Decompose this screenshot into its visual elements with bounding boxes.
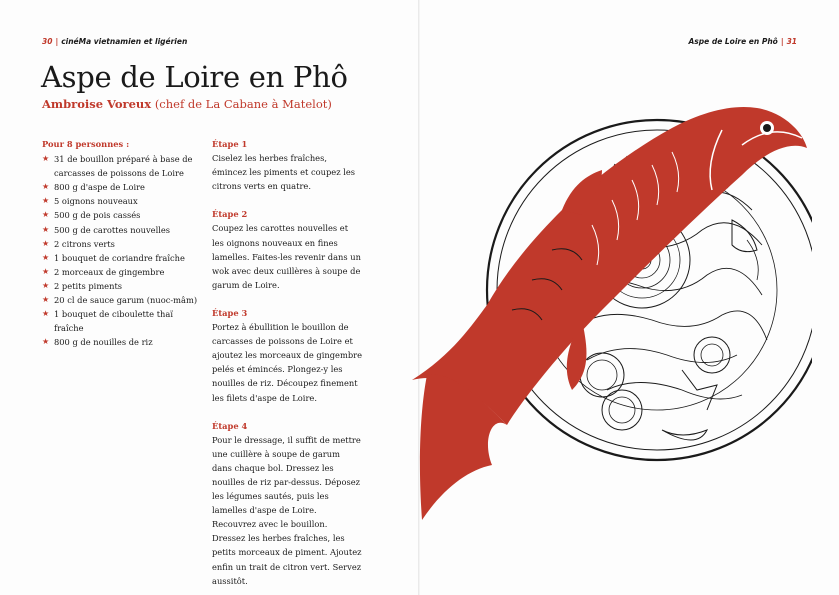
ingredient-item: [42, 279, 202, 293]
star-bullet-icon: ★: [42, 309, 50, 319]
header-separator: |: [780, 37, 784, 46]
chef-name: Ambroise Voreux: [42, 97, 152, 111]
ingredient-text: 2 morceaux de gingembre: [54, 266, 165, 277]
left-running-title: cinéMa vietnamien et ligérien: [61, 37, 188, 46]
ingredient-item: [42, 194, 202, 208]
step-title: Étape 1: [212, 139, 248, 149]
star-bullet-icon: ★: [42, 238, 50, 248]
ingredient-item: [42, 152, 202, 180]
star-bullet-icon: ★: [42, 337, 50, 347]
ingredient-text: 31 de bouillon préparé à base de carcasses de poissons de Loire: [54, 154, 193, 179]
recipe-step: [212, 207, 362, 292]
star-bullet-icon: ★: [42, 224, 50, 234]
right-running-title: Aspe de Loire en Phô: [688, 37, 778, 46]
star-bullet-icon: ★: [42, 196, 50, 206]
recipe-byline: [42, 97, 332, 111]
left-page: [0, 0, 419, 595]
ingredient-item: [42, 293, 202, 307]
header-separator: |: [55, 37, 59, 46]
step-text: Coupez les carottes nouvelles et les oignons nouveaux en fines lamelles. Faites-les revenir dans un wok avec deux cuillères à soupe de garum de Loire.: [212, 223, 361, 290]
ingredient-text: 2 petits piments: [54, 280, 123, 291]
ingredient-text: 5 oignons nouveaux: [54, 196, 138, 207]
ingredient-item: [42, 237, 202, 251]
star-bullet-icon: ★: [42, 182, 50, 192]
star-bullet-icon: ★: [42, 295, 50, 305]
right-page-number: 31: [786, 37, 797, 46]
star-bullet-icon: ★: [42, 280, 50, 290]
servings-heading: Pour 8 personnes :: [42, 139, 130, 149]
ingredient-text: 20 cl de sauce garum (nuoc-mâm): [54, 295, 198, 306]
star-bullet-icon: ★: [42, 266, 50, 276]
ingredient-item: [42, 180, 202, 194]
ingredient-item: [42, 335, 202, 349]
recipe-title: Aspe de Loire en Phô: [41, 60, 348, 94]
ingredient-text: 2 citrons verts: [54, 238, 115, 249]
ingredient-item: [42, 307, 202, 335]
step-title: Étape 2: [212, 209, 248, 220]
step-text: Ciselez les herbes fraîches, émincez les piments et coupez les citrons verts en quatre.: [212, 153, 356, 192]
ingredient-text: 800 g de nouilles de riz: [54, 337, 153, 348]
ingredient-text: 1 bouquet de coriandre fraîche: [54, 252, 185, 263]
recipe-step: [212, 306, 362, 405]
ingredient-text: 500 g de pois cassés: [54, 210, 141, 221]
recipe-step: [212, 137, 362, 193]
fish-and-pho-bowl-illustration: [412, 70, 812, 540]
left-page-number: 30: [42, 37, 53, 46]
ingredient-text: 500 g de carottes nouvelles: [54, 224, 171, 235]
ingredient-item: [42, 223, 202, 237]
ingredient-item: [42, 208, 202, 222]
step-text: Pour le dressage, il suffit de mettre une cuillère à soupe de garum dans chaque bol. Dressez les nouilles de riz par-dessus. Déposez les légumes sautés, puis les lamelles d'aspe de Loire. Recouvrez avec le bouillon. Dressez les herbes fraîches, les petits morceaux de piment. Ajoutez enfin un trait de citron vert. Servez aussitôt.: [212, 434, 362, 586]
step-title: Étape 4: [212, 420, 248, 431]
ingredients-section: [42, 137, 202, 349]
ingredient-item: [42, 265, 202, 279]
recipe-step: [212, 419, 362, 588]
right-running-header: [688, 37, 797, 46]
ingredient-text: 1 bouquet de ciboulette thaï fraîche: [54, 309, 173, 334]
step-text: Portez à ébullition le bouillon de carcasses de poissons de Loire et ajoutez les morceaux de gingembre pelés et émincés. Plongez-y les nouilles de riz. Découpez finement les filets d'aspe de Loire.: [212, 322, 363, 403]
star-bullet-icon: ★: [42, 210, 50, 220]
left-running-header: [42, 37, 187, 46]
ingredient-list: [42, 152, 202, 349]
star-bullet-icon: ★: [42, 252, 50, 262]
ingredient-text: 800 g d'aspe de Loire: [54, 182, 145, 193]
steps-section: [212, 137, 362, 595]
chef-role: (chef de La Cabane à Matelot): [154, 97, 332, 111]
star-bullet-icon: ★: [42, 154, 50, 164]
ingredient-item: [42, 251, 202, 265]
step-title: Étape 3: [212, 307, 248, 318]
